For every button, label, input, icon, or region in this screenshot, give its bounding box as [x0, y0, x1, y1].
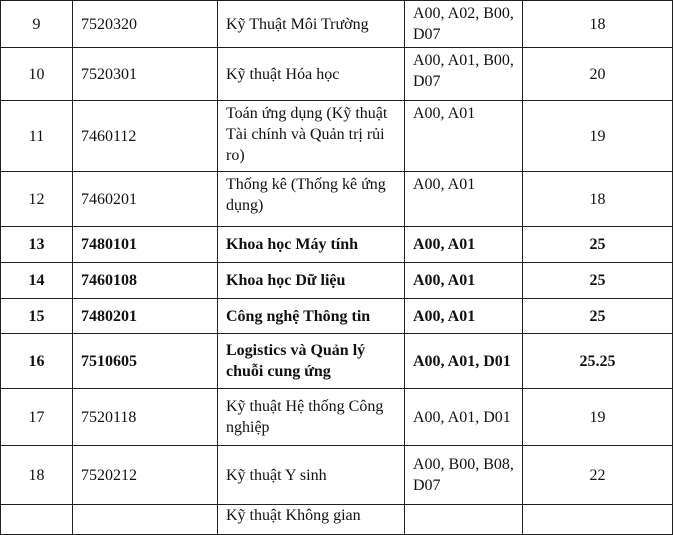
table-row — [1, 48, 673, 101]
score-cell: 18 — [523, 1, 673, 48]
stt-cell: 11 — [1, 101, 73, 172]
name-cell: Kỹ thuật Y sinh — [218, 446, 405, 505]
code-cell: 7480201 — [73, 299, 218, 334]
name-cell: Kỹ thuật Hệ thống Công nghiệp — [218, 389, 405, 446]
table-row — [1, 101, 673, 172]
score-cell — [523, 505, 673, 535]
combo-cell: A00, A01 — [405, 101, 523, 172]
code-cell: 7460108 — [73, 263, 218, 299]
combo-cell: A00, A01 — [405, 172, 523, 227]
table-row — [1, 505, 673, 535]
code-cell — [73, 505, 218, 535]
name-cell: Logistics và Quản lý chuỗi cung ứng — [218, 334, 405, 389]
score-cell: 25 — [523, 263, 673, 299]
name-cell: Toán ứng dụng (Kỹ thuật Tài chính và Quản trị rủi ro) — [218, 101, 405, 172]
combo-cell — [405, 505, 523, 535]
score-cell: 20 — [523, 48, 673, 101]
stt-cell: 9 — [1, 1, 73, 48]
combo-cell: A00, A01 — [405, 227, 523, 263]
table-row — [1, 334, 673, 389]
name-cell: Kỹ Thuật Môi Trường — [218, 1, 405, 48]
score-cell: 25.25 — [523, 334, 673, 389]
combo-cell: A00, A01, D01 — [405, 334, 523, 389]
name-cell: Kỹ thuật Hóa học — [218, 48, 405, 101]
table-row — [1, 227, 673, 263]
stt-cell: 12 — [1, 172, 73, 227]
name-cell: Công nghệ Thông tin — [218, 299, 405, 334]
score-cell: 25 — [523, 299, 673, 334]
score-cell: 22 — [523, 446, 673, 505]
stt-cell: 16 — [1, 334, 73, 389]
table-row — [1, 172, 673, 227]
name-cell: Khoa học Máy tính — [218, 227, 405, 263]
stt-cell: 18 — [1, 446, 73, 505]
table-row — [1, 299, 673, 334]
stt-cell: 13 — [1, 227, 73, 263]
stt-cell — [1, 505, 73, 535]
code-cell: 7520320 — [73, 1, 218, 48]
score-cell: 19 — [523, 389, 673, 446]
table-row — [1, 389, 673, 446]
table-row — [1, 446, 673, 505]
code-cell: 7520118 — [73, 389, 218, 446]
score-cell: 25 — [523, 227, 673, 263]
code-cell: 7460201 — [73, 172, 218, 227]
name-cell: Kỹ thuật Không gian — [218, 505, 405, 535]
table-row — [1, 263, 673, 299]
score-cell: 18 — [523, 172, 673, 227]
combo-cell: A00, A01, D01 — [405, 389, 523, 446]
combo-cell: A00, A01, B00, D07 — [405, 48, 523, 101]
combo-cell: A00, A02, B00, D07 — [405, 1, 523, 48]
combo-cell: A00, A01 — [405, 263, 523, 299]
code-cell: 7510605 — [73, 334, 218, 389]
code-cell: 7520301 — [73, 48, 218, 101]
stt-cell: 10 — [1, 48, 73, 101]
score-cell: 19 — [523, 101, 673, 172]
table-row — [1, 1, 673, 48]
code-cell: 7480101 — [73, 227, 218, 263]
stt-cell: 15 — [1, 299, 73, 334]
combo-cell: A00, B00, B08, D07 — [405, 446, 523, 505]
name-cell: Khoa học Dữ liệu — [218, 263, 405, 299]
code-cell: 7520212 — [73, 446, 218, 505]
code-cell: 7460112 — [73, 101, 218, 172]
stt-cell: 14 — [1, 263, 73, 299]
stt-cell: 17 — [1, 389, 73, 446]
name-cell: Thống kê (Thống kê ứng dụng) — [218, 172, 405, 227]
combo-cell: A00, A01 — [405, 299, 523, 334]
